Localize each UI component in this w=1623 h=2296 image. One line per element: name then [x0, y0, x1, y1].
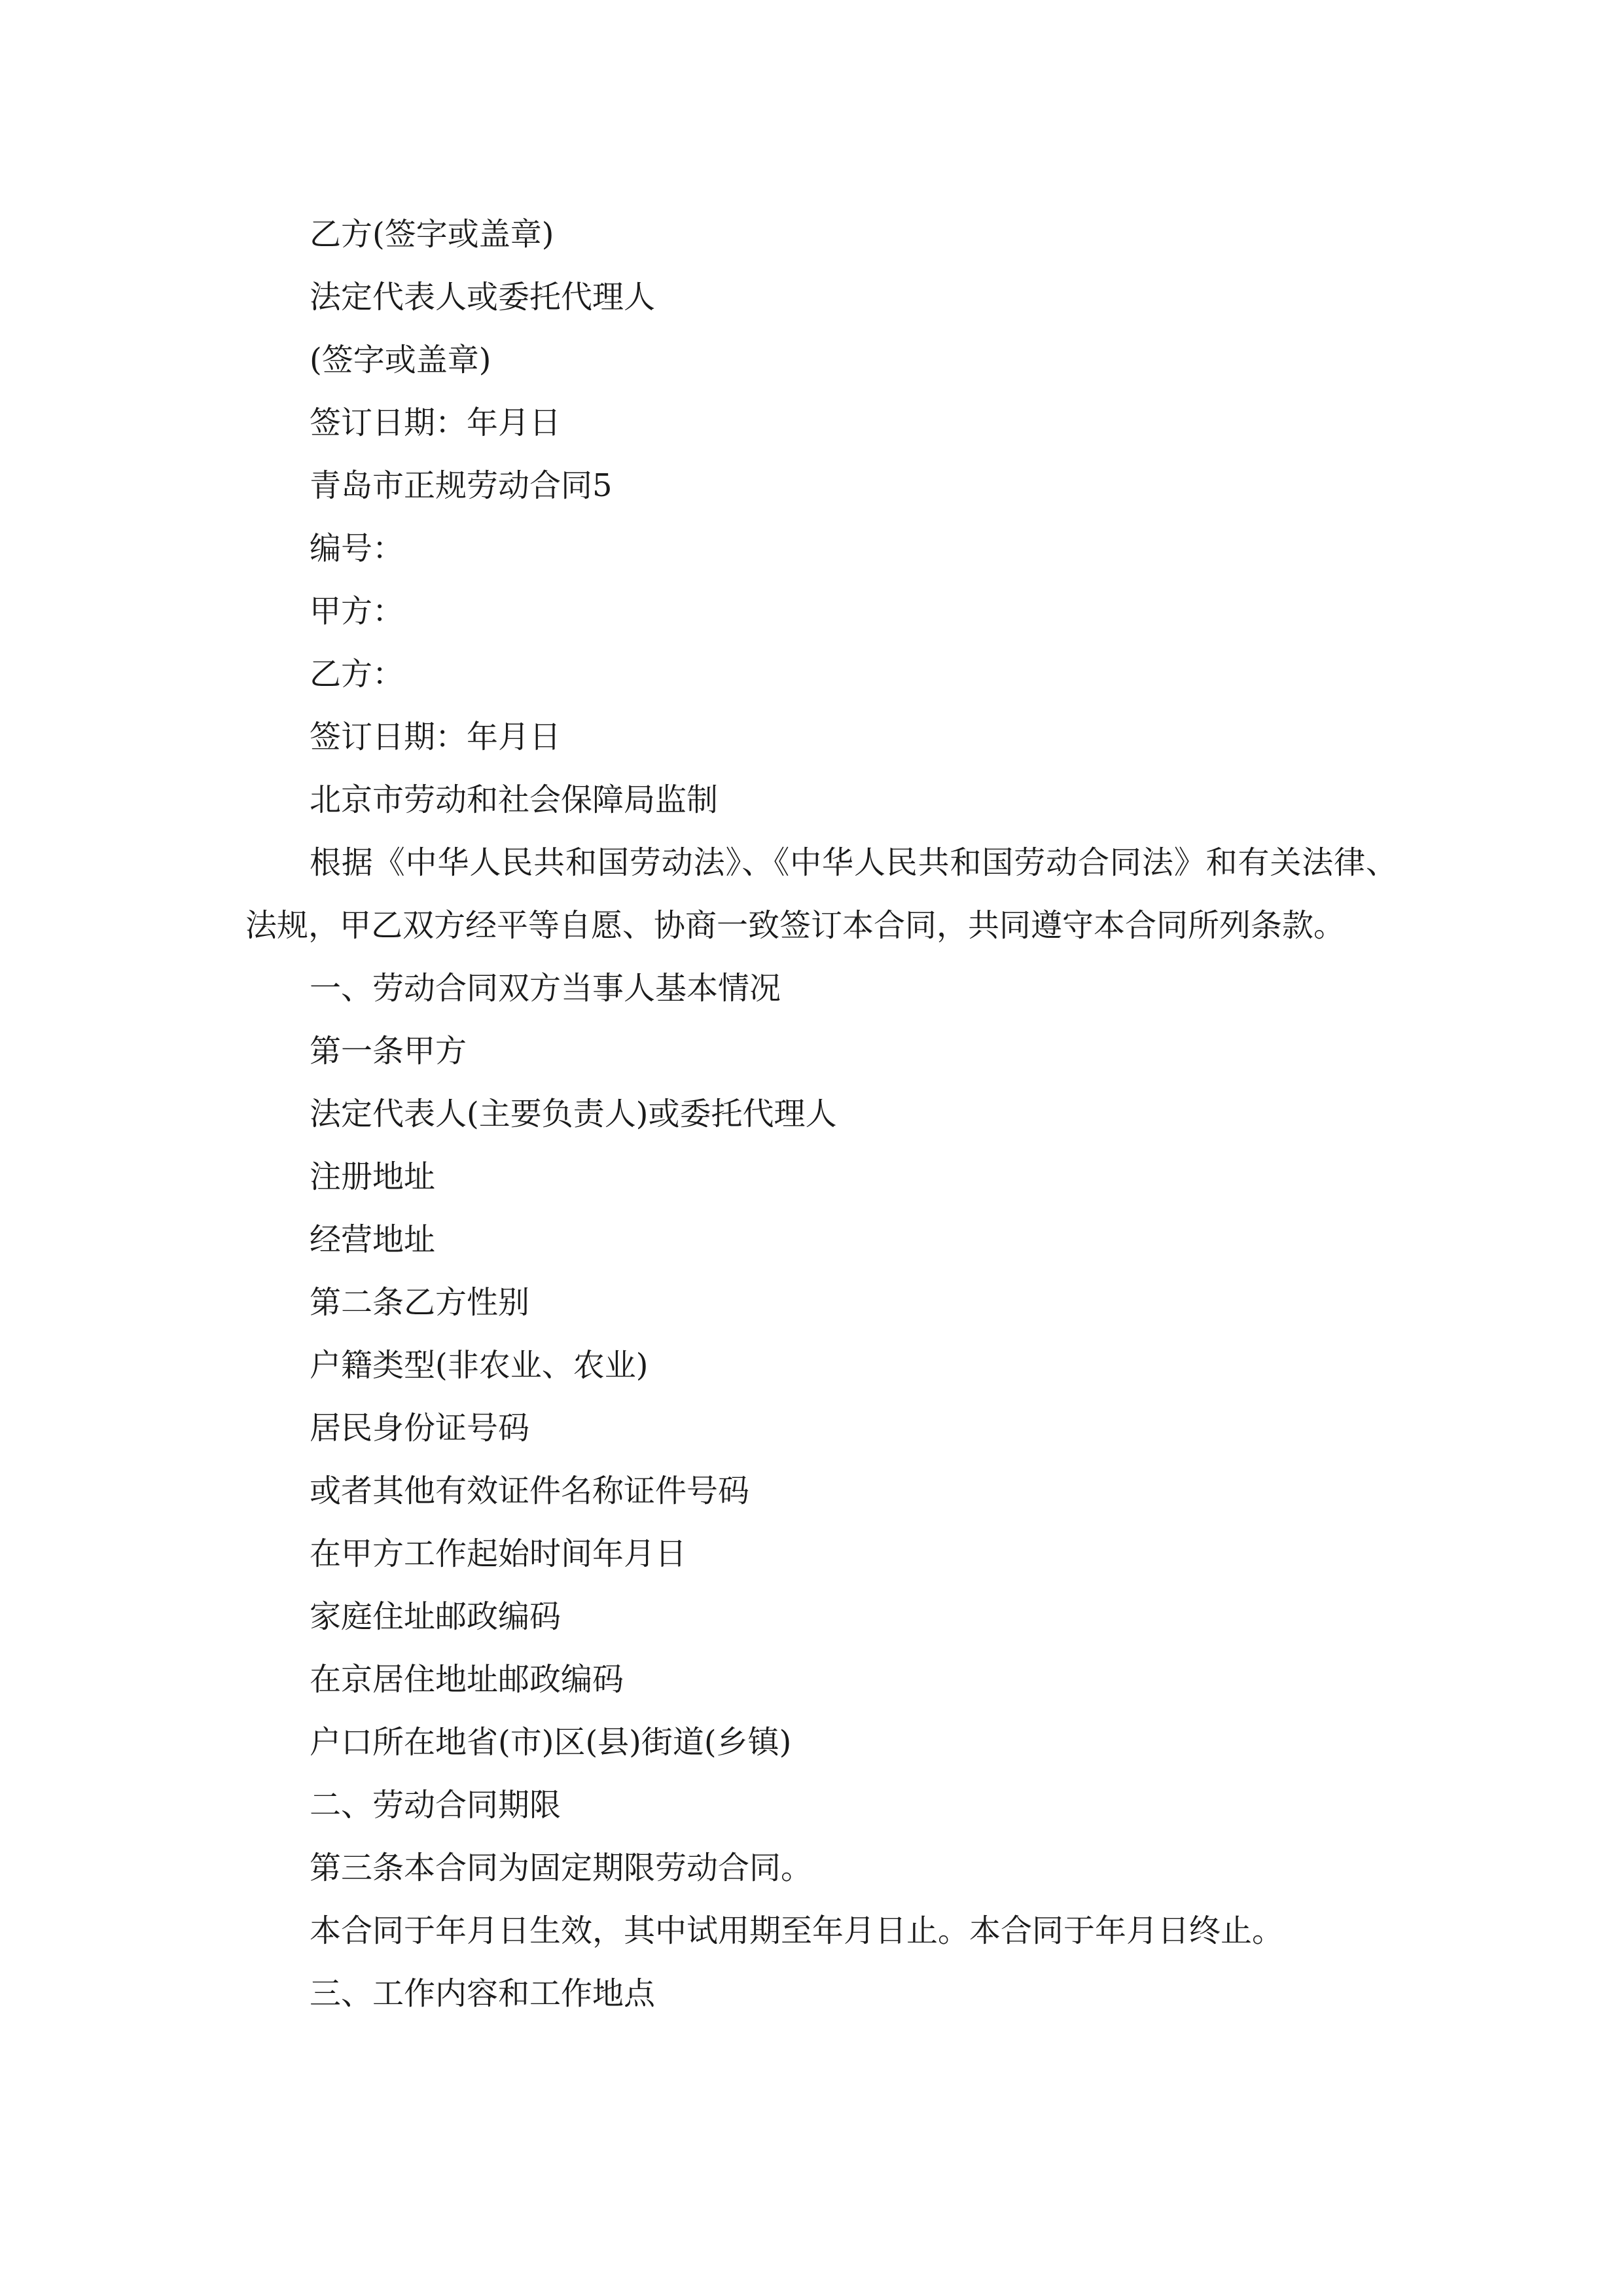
- text-line: 注册地址: [310, 1158, 436, 1195]
- document-body: [245, 203, 1397, 2025]
- text-line: 乙方(签字或盖章): [310, 216, 554, 253]
- text-line: 第一条甲方: [310, 1033, 467, 1069]
- text-line: 户口所在地省(市)区(县)街道(乡镇): [310, 1724, 792, 1761]
- text-line: 法定代表人或委托代理人: [310, 279, 656, 315]
- text-line: 居民身份证号码: [310, 1410, 530, 1446]
- text-line: 户籍类型(非农业、农业): [310, 1347, 649, 1384]
- text-line: 签订日期：年月日: [310, 404, 562, 441]
- text-line: 在京居住地址邮政编码: [310, 1661, 624, 1698]
- text-line: 在甲方工作起始时间年月日: [310, 1535, 687, 1572]
- text-line: 经营地址: [310, 1221, 436, 1258]
- contract-title: 青岛市正规劳动合同5: [310, 467, 613, 504]
- text-line: 本合同于年月日生效，其中试用期至年月日止。本合同于年月日终止。: [310, 1912, 1284, 1949]
- text-line: 法定代表人(主要负责人)或委托代理人: [310, 1096, 837, 1132]
- text-line: 第二条乙方性别: [310, 1284, 530, 1321]
- section-heading: 三、工作内容和工作地点: [310, 1975, 656, 2012]
- text-line: (签字或盖章): [310, 342, 491, 378]
- text-line: 家庭住址邮政编码: [310, 1598, 562, 1635]
- section-heading: 二、劳动合同期限: [310, 1787, 562, 1823]
- text-line: 或者其他有效证件名称证件号码: [310, 1473, 750, 1509]
- section-heading: 一、劳动合同双方当事人基本情况: [310, 970, 781, 1007]
- text-line: 编号：: [310, 530, 404, 567]
- text-line: 北京市劳动和社会保障局监制: [310, 781, 719, 818]
- preamble-paragraph: 根据《中华人民共和国劳动法》、《中华人民共和国劳动合同法》和有关法律、法规，甲乙双方经平等自愿、协商一致签订本合同，共同遵守本合同所列条款。: [245, 844, 1397, 944]
- text-line: 乙方：: [310, 656, 404, 692]
- text-line: 第三条本合同为固定期限劳动合同。: [310, 1850, 813, 1886]
- text-line: 甲方：: [310, 593, 404, 630]
- text-line: 签订日期：年月日: [310, 719, 562, 755]
